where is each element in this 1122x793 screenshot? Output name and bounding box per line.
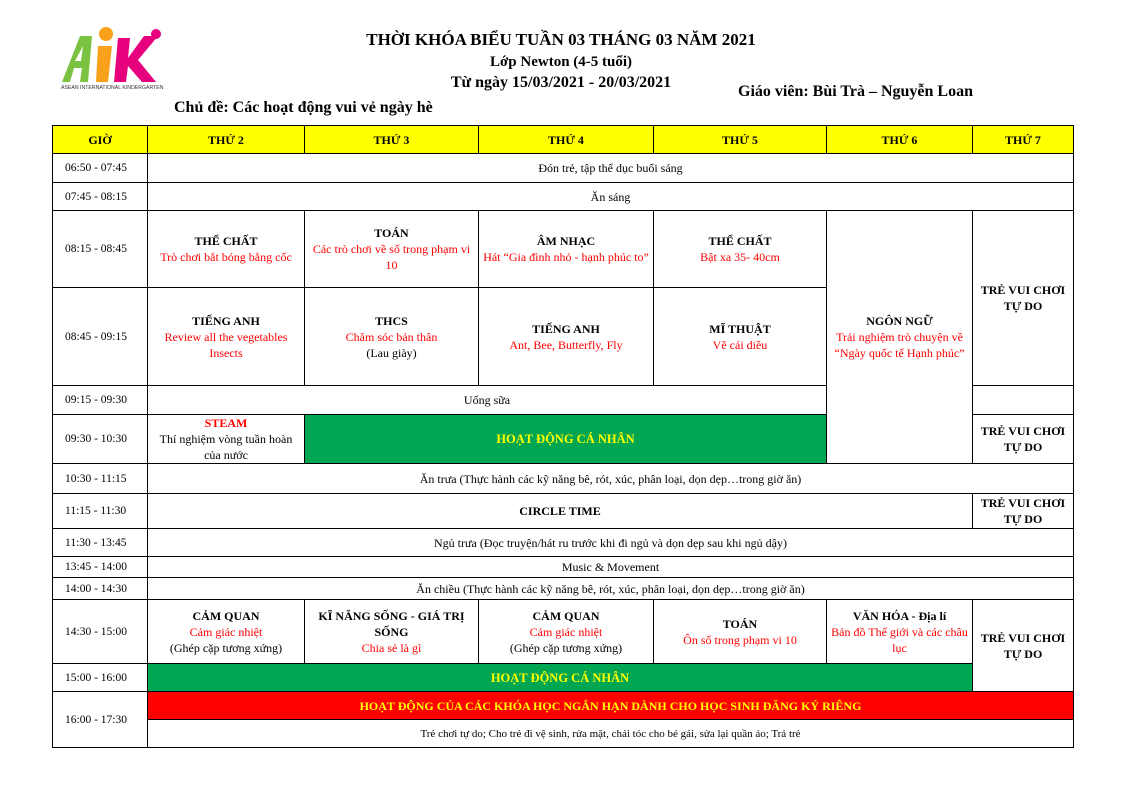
activity-individual-afternoon: HOẠT ĐỘNG CÁ NHÂN: [148, 664, 973, 692]
activity-title: TOÁN: [722, 616, 758, 631]
activity-title: THỂ CHẤT: [708, 234, 772, 248]
time-cell: 11:15 - 11:30: [53, 494, 148, 529]
activity-title: MĨ THUẬT: [709, 321, 771, 336]
table-row: [53, 494, 1074, 529]
activity-title: TIẾNG ANH: [192, 313, 260, 328]
table-row: [53, 154, 1074, 183]
activity-desc: Bản đồ Thế giới và các châu lục: [831, 624, 968, 655]
activity-note: (Lau giày): [366, 345, 417, 360]
activity-sat-free-play: TRẺ VUI CHƠI TỰ DO: [973, 494, 1074, 529]
col-header-time: GIỜ: [53, 126, 148, 154]
col-header-fri: THỨ 6: [827, 126, 973, 154]
activity-short-courses: HOẠT ĐỘNG CỦA CÁC KHÓA HỌC NGẮN HẠN DÀNH CHO HỌC SINH ĐĂNG KÝ RIÊNG: [148, 692, 1074, 720]
activity-pickup: Trẻ chơi tự do; Cho trẻ đi vệ sinh, rửa mặt, chải tóc cho bé gái, sửa lại quần áo; Trả trẻ: [148, 720, 1074, 748]
time-cell: 07:45 - 08:15: [53, 183, 148, 211]
activity-title: NGÔN NGỮ: [866, 314, 933, 328]
activity-tue-1: [305, 211, 479, 288]
activity-desc: Cảm giác nhiệt: [529, 624, 603, 639]
activity-title: THỂ CHẤT: [194, 234, 258, 248]
empty-cell: [973, 386, 1074, 415]
activity-thu-1: [654, 211, 827, 288]
time-cell: 14:30 - 15:00: [53, 600, 148, 664]
activity-title: TIẾNG ANH: [532, 321, 600, 336]
time-cell: 14:00 - 14:30: [53, 578, 148, 600]
activity-title: THCS: [375, 313, 408, 328]
schedule-title: THỜI KHÓA BIỂU TUẦN 03 THÁNG 03 NĂM 2021: [366, 30, 756, 49]
activity-wed-1: [479, 211, 654, 288]
activity-desc: Các trò chơi về số trong phạm vi 10: [312, 242, 471, 272]
activity-tue-4: [305, 600, 479, 664]
header-row: [53, 126, 1074, 154]
activity-sat-free-play: TRẺ VUI CHƠI TỰ DO: [973, 211, 1074, 386]
activity-breakfast: Ăn sáng: [148, 183, 1074, 211]
activity-mon-2: [148, 288, 305, 386]
activity-sat-free-play: TRẺ VUI CHƠI TỰ DO: [973, 415, 1074, 464]
col-header-tue: THỨ 3: [305, 126, 479, 154]
activity-snack: Ăn chiều (Thực hành các kỹ năng bê, rót, xúc, phân loại, dọn dẹp…trong giờ ăn): [148, 578, 1074, 600]
activity-desc: Chăm sóc bản thân: [345, 329, 438, 344]
activity-desc: Vẽ cái diều: [712, 337, 768, 352]
activity-title: CẢM QUAN: [192, 608, 260, 623]
activity-title: CẢM QUAN: [532, 608, 600, 623]
activity-desc: Thí nghiệm vòng tuần hoàn của nước: [159, 432, 293, 462]
activity-desc: Review all the vegetables Insects: [164, 329, 288, 360]
activity-sat-free-play: TRẺ VUI CHƠI TỰ DO: [973, 600, 1074, 692]
activity-note: (Ghép cặp tương xứng): [169, 640, 283, 655]
table-row: [53, 557, 1074, 578]
time-cell: 09:15 - 09:30: [53, 386, 148, 415]
col-header-mon: THỨ 2: [148, 126, 305, 154]
activity-mon-4: [148, 600, 305, 664]
activity-thu-4: [654, 600, 827, 664]
activity-individual-morning: HOẠT ĐỘNG CÁ NHÂN: [305, 415, 827, 464]
time-cell: 09:30 - 10:30: [53, 415, 148, 464]
table-row: [53, 692, 1074, 720]
activity-tue-2: [305, 288, 479, 386]
activity-desc: Chia sẻ là gì: [361, 640, 422, 655]
logo-subtext: ASEAN INTERNATIONAL KINDERGARTEN: [61, 85, 164, 91]
col-header-sat: THỨ 7: [973, 126, 1074, 154]
activity-note: (Ghép cặp tương xứng): [509, 640, 623, 655]
activity-title: TOÁN: [374, 226, 409, 240]
activity-desc: Trải nghiệm trò chuyện về “Ngày quốc tế Hạnh phúc”: [834, 330, 965, 360]
activity-wed-2: [479, 288, 654, 386]
activity-milk: Uống sữa: [148, 386, 827, 415]
table-row: [53, 664, 1074, 692]
table-row: [53, 578, 1074, 600]
time-cell: 08:45 - 09:15: [53, 288, 148, 386]
activity-wed-4: [479, 600, 654, 664]
activity-desc: Ant, Bee, Butterfly, Fly: [509, 337, 623, 352]
time-cell: 13:45 - 14:00: [53, 557, 148, 578]
time-cell: 11:30 - 13:45: [53, 529, 148, 557]
timetable: [52, 125, 1074, 748]
activity-mon-1: [148, 211, 305, 288]
time-cell: 08:15 - 08:45: [53, 211, 148, 288]
activity-desc: Trò chơi bắt bóng bằng cốc: [160, 250, 292, 264]
activity-fri-4: [827, 600, 973, 664]
time-cell: 16:00 - 17:30: [53, 692, 148, 748]
activity-title: KĨ NĂNG SỐNG - GIÁ TRỊ SỐNG: [318, 608, 465, 639]
table-row: [53, 529, 1074, 557]
activity-title: ÂM NHẠC: [536, 234, 596, 248]
activity-fri-language: [827, 211, 973, 464]
activity-title: VĂN HÓA - Địa lí: [852, 608, 947, 623]
activity-thu-2: [654, 288, 827, 386]
activity-circle-time: CIRCLE TIME: [148, 494, 973, 529]
activity-desc: Cảm giác nhiệt: [189, 624, 263, 639]
activity-desc: Hát “Gia đình nhỏ - hạnh phúc to”: [483, 250, 649, 264]
activity-mon-steam: [148, 415, 305, 464]
table-row: [53, 183, 1074, 211]
activity-lunch: Ăn trưa (Thực hành các kỹ năng bê, rót, xúc, phân loại, dọn dẹp…trong giờ ăn): [148, 464, 1074, 494]
table-row: [53, 720, 1074, 748]
activity-welcome: Đón trẻ, tập thể dục buổi sáng: [148, 154, 1074, 183]
time-cell: 06:50 - 07:45: [53, 154, 148, 183]
activity-title: STEAM: [204, 416, 248, 430]
activity-desc: Bật xa 35- 40cm: [700, 250, 780, 264]
teacher-names: Giáo viên: Bùi Trà – Nguyễn Loan: [738, 83, 973, 100]
theme-label: Chủ đề: Các hoạt động vui vẻ ngày hè: [174, 99, 433, 116]
date-range: Từ ngày 15/03/2021 - 20/03/2021: [450, 74, 672, 91]
class-name: Lớp Newton (4-5 tuổi): [489, 54, 633, 70]
time-cell: 10:30 - 11:15: [53, 464, 148, 494]
activity-desc: Ôn số trong phạm vi 10: [683, 632, 797, 647]
col-header-thu: THỨ 5: [654, 126, 827, 154]
col-header-wed: THỨ 4: [479, 126, 654, 154]
activity-nap: Ngủ trưa (Đọc truyện/hát ru trước khi đi ngủ và dọn dẹp sau khi ngủ dậy): [148, 529, 1074, 557]
table-row: [53, 600, 1074, 664]
time-cell: 15:00 - 16:00: [53, 664, 148, 692]
activity-music: Music & Movement: [148, 557, 1074, 578]
table-row: [53, 464, 1074, 494]
table-row: [53, 211, 1074, 288]
